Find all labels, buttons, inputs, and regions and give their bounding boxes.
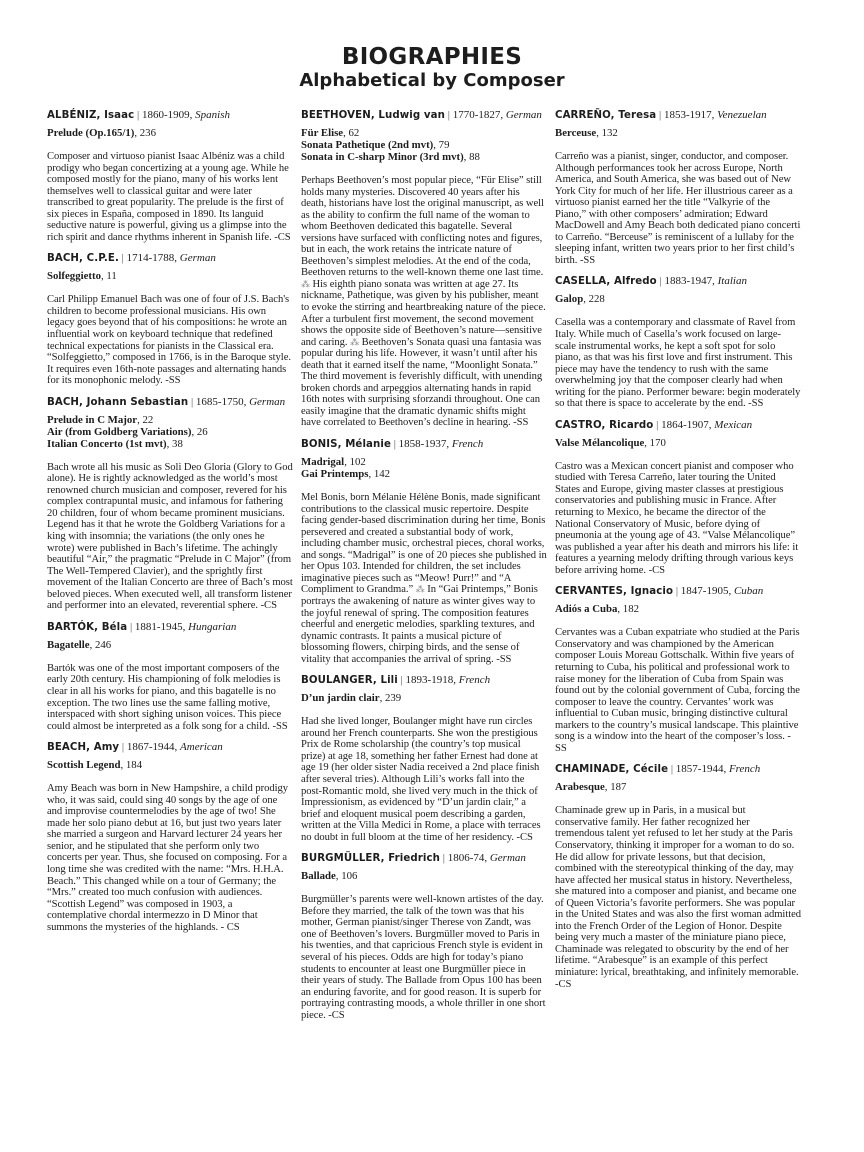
piece-page: , 62 [343, 127, 360, 139]
separator: | [134, 109, 142, 121]
composer-years: 1858-1937 [398, 438, 447, 451]
composer-name: CASELLA, Alfredo [555, 276, 657, 288]
piece-title: Solfeggietto [47, 270, 101, 283]
piece-list [301, 692, 547, 704]
piece-title: Italian Concerto (1st mvt) [47, 437, 167, 450]
piece-title: Sonata Pathetique (2nd mvt) [301, 139, 434, 151]
separator: | [656, 275, 665, 288]
composer-years: 1847-1905 [680, 585, 729, 598]
entry-heading: BACH, Johann Sebastian | 1685-1750, German [47, 395, 286, 408]
composer-years: 1770-1827 [452, 109, 501, 121]
piece-title: Sonata in C-sharp Minor (3rd mvt) [301, 151, 464, 163]
composer-name: BURGMÜLLER, Friedrich [301, 853, 440, 865]
entry-heading: BURGMÜLLER, Friedrich | 1806-74, German [301, 852, 526, 865]
piece-title: Ballade [301, 870, 336, 883]
biography-entry [47, 740, 293, 933]
piece-item [301, 456, 547, 468]
composer-bio: Bartók was one of the most important composers of the early 20th century. His championing of folk melodies is clear in all his works for piano, and this bagatelle is no exception. The two lines use the same falling motive, interspaced with short sighing unison voices. This piece could almost be interpreted as a folk song for a child. -SS [47, 662, 288, 732]
piece-item [301, 692, 547, 704]
composer-bio: Composer and virtuoso pianist Isaac Albéniz was a child prodigy who began concertizing at a young age. While he composed mostly for the piano, many of his works lent themselves well to classical guitar and were later transcribed to great popularity. The prelude is the first of six pieces in España, composed in 1890. Its languid seductive nature is powerful, giving us a glimpse into the rich spirit and dance rhythms inherent in Spanish life. -CS [47, 151, 291, 243]
entry-heading: CASELLA, Alfredo | 1883-1947, Italian [555, 275, 747, 288]
biography-entry [301, 437, 547, 665]
composer-bio: Casella was a contemporary and classmate of Ravel from Italy. While much of Casella’s work focused on large-scale instrumental works, he kept a soft spot for solo piano, as that was his first love and first instrument. This piece may have the tendency to rush with the same overwhelming joy that the composer clearly had when writing for the piano. Performer beware: begin moderately so that there is space to accelerate by the end. -SS [555, 317, 801, 410]
piece-list [555, 781, 801, 793]
composer-years: 1806-74 [447, 852, 485, 865]
composer-nationality: German [489, 852, 526, 865]
composer-years: 1853-1917 [663, 109, 712, 121]
column-2 [301, 108, 547, 1029]
composer-name: CERVANTES, Ignacio [555, 586, 674, 598]
piece-page: , 236 [134, 127, 156, 139]
entry-heading: CASTRO, Ricardo | 1864-1907, Mexican [555, 418, 753, 431]
composer-bio: Castro was a Mexican concert pianist and composer who studied with Teresa Carreño, later touring the United States and Europe, giving master classes at prestigious conservatories and publishing music in France. After returning to Mexico, he became the director of the National Conservatory of Music, before dying of pneumonia at the young age of 43. “Valse Mélancolique” was published a year after his death and mirrors his life: it features a yearning melody drifting through various keys before arriving home. -CS [555, 460, 799, 576]
ornament-divider: ⁂ [415, 584, 425, 595]
separator: | [119, 741, 127, 754]
composer-nationality: French [451, 438, 484, 451]
entry-heading: CARREÑO, Teresa | 1853-1917, Venezuelan [555, 109, 767, 121]
separator: | [397, 674, 406, 687]
composer-name: BEACH, Amy [47, 742, 120, 754]
composer-nationality: German [179, 252, 216, 265]
piece-title: Prelude in C Major [47, 413, 138, 426]
piece-title: Valse Mélancolique [555, 436, 645, 449]
piece-item [301, 127, 547, 139]
entry-heading: BARTÓK, Béla | 1881-1945, Hungarian [47, 620, 237, 633]
composer-years: 1893-1918 [405, 674, 454, 687]
composer-name: CASTRO, Ricardo [555, 419, 654, 431]
entry-heading: CERVANTES, Ignacio | 1847-1905, Cuban [555, 585, 764, 598]
piece-title: Für Elise [301, 127, 344, 139]
composer-name: BARTÓK, Béla [47, 621, 128, 633]
biography-entry [47, 251, 293, 386]
piece-item [555, 603, 801, 615]
composer-bio: Had she lived longer, Boulanger might have run circles around her French counterparts. She won the prestigious Prix de Rome scholarship (the country’s top musical prize) at age 18, something her father Ernest had done at age 19 (her older sister Nadia received a 2nd place finish after several tries). Although Lili’s works fall into the post-Romantic mold, she lived very much in the thick of Impressionism, as evidenced by “D’un jardin clair,” a brief and eloquent musical poem describing a garden, written at the Villa Medici in Rome, a place with terraces no doubt in full bloom at the time of her residency. -CS [301, 716, 541, 843]
composer-nationality: Spanish [195, 109, 230, 121]
composer-years: 1685-1750 [195, 395, 244, 408]
composer-name: BOULANGER, Lili [301, 675, 398, 687]
piece-item [301, 468, 547, 480]
separator: | [656, 109, 664, 121]
composer-nationality: French [728, 763, 761, 776]
composer-years: 1714-1788 [126, 252, 175, 265]
separator: | [673, 585, 681, 598]
separator: | [188, 395, 196, 408]
piece-list [555, 437, 801, 449]
piece-title: Madrigal [301, 456, 345, 469]
composer-bio: Perhaps Beethoven’s most popular piece, “Für Elise” still holds many mysteries. Discovered 40 years after his death, historians have lost the original manuscript, as well as the ability to confirm the full name of the woman to whom Beethoven dedicated this bagatelle. Several versions have surfaced with conflicting notes and figures, but in each, the work retains the intricate nature of Beethoven’s simplest melodies. At the end of the coda, Beethoven returns to the well-known theme one last time. ⁂ His eighth piano sonata was written at age 27. Its nickname, Pathetique, was given by his publisher, meant to evoke the stirring and heartbreaking nature of the piece. After a turbulent first movement, the second movement shows the opposite side of Beethoven’s nature—sensitive and caring. ⁂ Beethoven’s Sonata quasi una fantasia was popular during his life. However, it wasn’t until after his death that it earned itself the name, “Moonlight Sonata.” The third movement is feverishly difficult, with unending broken chords and arpeggios alternating hands in rapid 16th notes with surprising sforzandi throughout. One can easily imagine that the dramatic dynamic shifts might have correlated to Beethoven’s decline in hearing. -SS [301, 175, 546, 429]
piece-item [47, 759, 293, 771]
piece-item [301, 151, 547, 163]
piece-list [47, 270, 293, 282]
composer-nationality: American [180, 741, 223, 754]
piece-page: , 106 [335, 870, 358, 883]
composer-years: 1860-1909 [141, 109, 190, 121]
page-header [0, 44, 864, 92]
ornament-divider: ⁂ [350, 336, 360, 347]
composer-bio: Cervantes was a Cuban expatriate who studied at the Paris Conservatory and was championed by the American composer Louis Moreau Gottschalk. Within five years of returning to Cuba, his political and professional work to raise money for the liberation of Cuba from Spain was found out by the colonial government of Cuba, forcing the composer to leave the country. Cervantes’ work was influential to Cuban music, bringing distinctive cultural markers to the country’s musical landscape. This plaintive song is a window into the heart of the composer’s loss. -SS [555, 627, 800, 754]
piece-list [555, 127, 801, 139]
piece-list [555, 293, 801, 305]
column-3 [555, 108, 801, 998]
entry-heading: BEACH, Amy | 1867-1944, American [47, 741, 223, 754]
composer-bio: Chaminade grew up in Paris, in a musical but conservative family. Her father recognized her tremendous talent yet refused to let her study at the Paris Conservatory, thinking it improper for a woman to do so. He did allow for private lessons, but that decision, combined with the stereotypical thinking of the day, may have affected her musical status in history. Nevertheless, she matured into a composer and pianist, and became one of Queen Victoria’s favorite performers. She was popular in the United States and was also the first woman admitted into the French Order of the Legion of Honor. Despite being very much a master of the miniature piano piece, Chaminade was relegated to obscurity by the end of her lifetime. “Arabesque” is an example of this perfect miniature: lyrical, breathtaking, and infinitely memorable. -CS [555, 805, 802, 990]
composer-nationality: Italian [717, 275, 747, 288]
composer-nationality: Hungarian [188, 620, 237, 633]
piece-list [301, 870, 547, 882]
entry-heading: BONIS, Mélanie | 1858-1937, French [301, 438, 484, 451]
biography-entry [47, 620, 293, 732]
piece-page: , 187 [604, 781, 627, 794]
entry-heading: BACH, C.P.E. | 1714-1788, German [47, 252, 216, 265]
piece-title: Galop [555, 293, 584, 306]
composer-nationality: Mexican [714, 418, 753, 431]
piece-item [301, 139, 547, 151]
column-1 [47, 108, 293, 941]
composer-years: 1867-1944 [126, 741, 175, 754]
page-title: BIOGRAPHIES [341, 44, 523, 70]
composer-years: 1864-1907 [661, 418, 709, 431]
piece-title: Berceuse [555, 127, 597, 139]
separator: | [390, 438, 399, 451]
biography-entry [555, 108, 801, 266]
composer-name: CHAMINADE, Cécile [555, 764, 669, 776]
piece-page: , 11 [100, 270, 117, 283]
composer-years: 1857-1944 [675, 763, 724, 776]
piece-page: , 22 [137, 413, 154, 426]
composer-name: BEETHOVEN, Ludwig van [301, 110, 445, 121]
composer-bio: Carreño was a pianist, singer, conductor, and composer. Although performances took her across Europe, North America, and South America, she was based out of New York City for much of her life. Her illustrious career as a virtuoso pianist earned her the title “Valkyrie of the Piano,” with other composers’ admiration; Edward MacDowell and Amy Beach both dedicated piano concerti to Carreño. “Berceuse” is reminiscent of a lullaby for the sleeping infant, written two years prior to her first child’s birth. -SS [555, 151, 801, 266]
piece-page: , 102 [344, 456, 366, 469]
piece-title: Adiós a Cuba [555, 603, 618, 616]
composer-nationality: French [458, 674, 491, 687]
biography-entry [555, 274, 801, 409]
piece-item [555, 781, 801, 793]
piece-title: Air (from Goldberg Variations) [47, 425, 192, 438]
separator: | [444, 109, 453, 121]
composer-bio: Amy Beach was born in New Hampshire, a child prodigy who, it was said, could sing 40 songs by the age of one and improvise countermelodies by the age of two! She made her solo piano debut at 16, but just two years later she married a surgeon and Harvard lecturer 24 years her senior, and he stipulated that she perform only two concerts per year. Thus, she focused on composing. For a long time she was credited with the name: “Mrs. H.H.A. Beach.” This changed while on a tour of Germany; the “Mrs.” created too much confusion with audiences. “Scottish Legend” was composed in 1903, a contemplative chordal intermezzo in D Minor that summons the mysteries of the highlands. - CS [47, 783, 288, 933]
piece-title: Prelude (Op.165/1) [47, 127, 135, 139]
piece-title: Gai Printemps [301, 468, 369, 481]
page-subtitle: Alphabetical by Composer [299, 70, 565, 91]
piece-title: Scottish Legend [47, 759, 121, 772]
separator: | [118, 252, 127, 265]
piece-list [301, 456, 547, 480]
piece-item [47, 270, 293, 282]
piece-page: , 132 [596, 127, 618, 139]
piece-item [555, 127, 801, 139]
biography-entry [555, 762, 801, 990]
composer-name: BONIS, Mélanie [301, 439, 391, 451]
piece-list [301, 127, 547, 163]
piece-item [301, 870, 547, 882]
ornament-divider: ⁂ [301, 278, 310, 289]
piece-item [555, 437, 801, 449]
composer-nationality: German [505, 109, 542, 121]
composer-years: 1883-1947 [664, 275, 713, 288]
entry-heading: ALBÉNIZ, Isaac | 1860-1909, Spanish [47, 109, 230, 121]
piece-title: D’un jardin clair [301, 692, 380, 705]
piece-page: , 239 [379, 692, 402, 705]
composer-name: BACH, C.P.E. [47, 253, 119, 265]
piece-item [47, 127, 293, 139]
piece-list [555, 603, 801, 615]
biography-entry [301, 673, 547, 843]
composer-nationality: Venezuelan [717, 109, 767, 121]
piece-title: Arabesque [555, 781, 605, 794]
piece-item [47, 438, 293, 450]
composer-name: ALBÉNIZ, Isaac [47, 110, 135, 121]
biography-entry [301, 108, 547, 429]
piece-title: Bagatelle [47, 638, 90, 651]
composer-bio: Burgmüller’s parents were well-known artistes of the day. Before they married, the talk of the town was that his mother, German pianist/singer Therese von Zandt, was one of Beethoven’s lovers. Burgmüller moved to Paris in his twenties, and that capricious French style is evident in several of his pieces. Odds are high for today’s piano students to encounter at least one Burgmüller piece in their years of study. The Ballade from Opus 100 has been an enduring favorite, and for good reason. It is superb for portraying contrasting moods, a whole thriller in one short piece. -CS [301, 894, 546, 1021]
biography-entry [555, 584, 801, 754]
piece-page: , 26 [191, 425, 208, 438]
biography-entry [47, 395, 293, 612]
piece-page: , 88 [463, 151, 480, 163]
piece-page: , 38 [166, 437, 183, 450]
biography-entry [301, 851, 547, 1021]
composer-years: 1881-1945 [134, 620, 183, 633]
piece-list [47, 127, 293, 139]
piece-page: , 170 [644, 436, 666, 449]
separator: | [653, 418, 662, 431]
composer-nationality: Cuban [733, 585, 764, 598]
piece-item [47, 414, 293, 426]
separator: | [127, 620, 135, 633]
piece-page: , 228 [583, 293, 605, 306]
piece-list [47, 414, 293, 450]
composer-nationality: German [249, 395, 286, 408]
piece-item [47, 426, 293, 438]
composer-bio: Bach wrote all his music as Soli Deo Gloria (Glory to God alone). He is rightly acknowledged as the world’s most renowned church musician and composer, revered for his complex contrapuntal music, and infamous for fathering 20 children, four of whom became prominent musicians. Legend has it that he wrote the Goldberg Variations for a king with insomnia; the variations (the only ones he wrote) were published in Bach’s lifetime. The achingly beautiful “Air,” the pragmatic “Prelude in C Major” (from The Well-Tempered Clavier), and the sprightly first movement of the Italian Concerto are three of Bach’s most beloved pieces. When executed well, all transform listener and performer into an elevated, reverential sphere. -CS [47, 461, 293, 612]
piece-item [47, 639, 293, 651]
composer-bio: Carl Philipp Emanuel Bach was one of four of J.S. Bach's children to become professional musicians. His own legacy goes beyond that of his compositions: he wrote an influential work on keyboard technique that redefined technical expectations for pianists in the Classical era. “Solfeggietto,” composed in 1766, is in the Baroque style. It requires even 16th-note passages and alternating hands for its monophonic melody. -SS [47, 294, 291, 387]
biography-entry [555, 418, 801, 576]
entry-heading: CHAMINADE, Cécile | 1857-1944, French [555, 763, 761, 776]
piece-list [47, 639, 293, 651]
biography-entry [47, 108, 293, 243]
piece-list [47, 759, 293, 771]
piece-page: , 142 [368, 468, 391, 481]
entry-heading: BEETHOVEN, Ludwig van | 1770-1827, German [301, 109, 542, 121]
entry-heading: BOULANGER, Lili | 1893-1918, French [301, 674, 491, 687]
piece-item [555, 293, 801, 305]
separator: | [439, 852, 448, 865]
piece-page: , 79 [433, 139, 450, 151]
piece-page: , 246 [89, 638, 112, 651]
composer-name: BACH, Johann Sebastian [47, 396, 189, 408]
piece-page: , 184 [120, 759, 143, 772]
composer-bio: Mel Bonis, born Mélanie Hélène Bonis, made significant contributions to the classical music repertoire. Despite facing gender-based discrimination during her time, Bonis persevered and created a substantial body of work, including chamber music, orchestral pieces, choral works, and songs. “Madrigal” is one of 20 pieces she published in her Opus 103. Intended for children, the set includes imaginative pieces such as “Meow! Purr!” and “A Compliment to Grandma.” ⁂ In “Gai Printemps,” Bonis portrays the awakening of nature as winter gives way to the joyful renewal of spring. The composition features cheerful and energetic melodies, sparkling textures, and dynamic contrasts. It paints a musical picture of blossoming flowers, chirping birds, and the sense of vitality that accompanies the arrival of spring. -SS [301, 492, 547, 665]
piece-page: , 182 [617, 603, 639, 616]
separator: | [668, 763, 676, 776]
composer-name: CARREÑO, Teresa [555, 110, 657, 121]
